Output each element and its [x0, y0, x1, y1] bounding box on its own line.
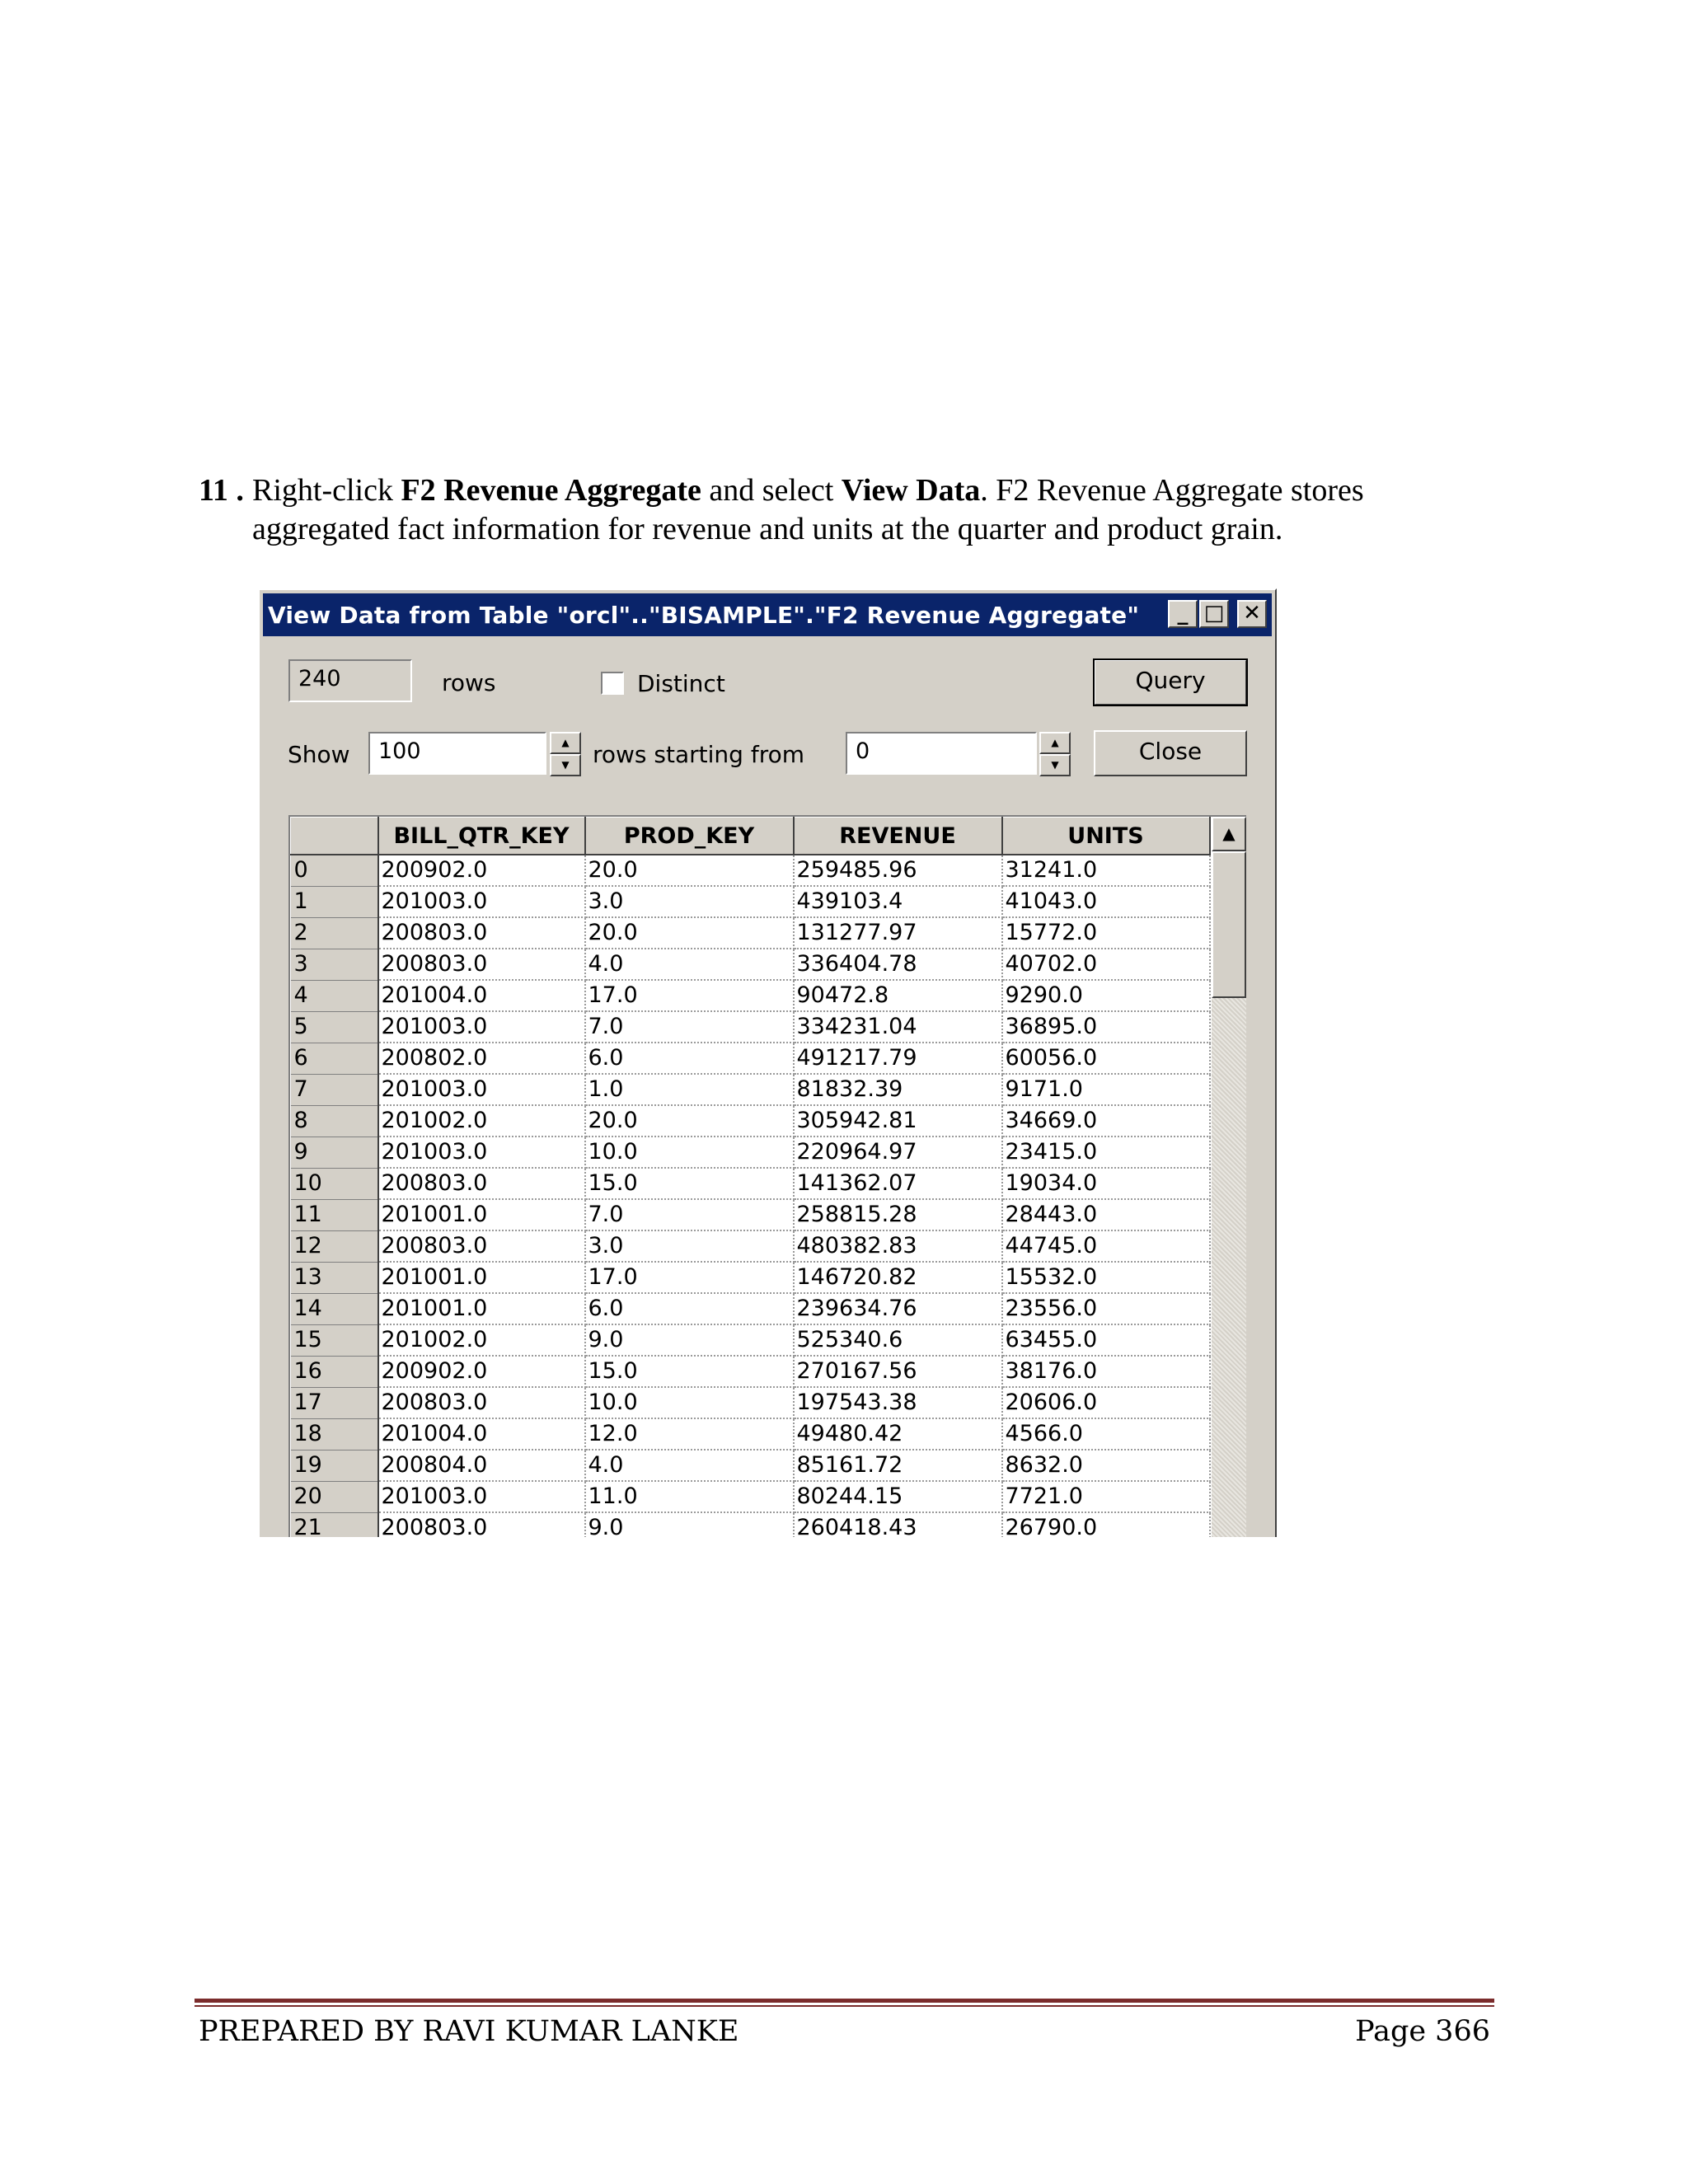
- table-cell[interactable]: 259485.96: [794, 855, 1002, 886]
- spin-down-icon[interactable]: ▼: [1039, 754, 1071, 776]
- table-row[interactable]: [291, 949, 1210, 980]
- scroll-up-icon[interactable]: ▲: [1212, 817, 1246, 851]
- dialog-title: View Data from Table "orcl".."BISAMPLE"."F2 Revenue Aggregate": [268, 602, 1140, 629]
- table-cell[interactable]: 1.0: [585, 1074, 794, 1105]
- table-row[interactable]: [291, 1481, 1210, 1512]
- table-cell[interactable]: 200803.0: [378, 1230, 585, 1262]
- table-cell[interactable]: 201004.0: [378, 980, 585, 1011]
- row-index: 8: [291, 1105, 378, 1137]
- table-cell[interactable]: 10.0: [585, 1137, 794, 1168]
- row-index: 11: [291, 1199, 378, 1230]
- footer-rule: [195, 1999, 1494, 2003]
- table-row[interactable]: [291, 1137, 1210, 1168]
- vertical-scrollbar[interactable]: [1212, 817, 1246, 1537]
- step-text-part: Right-click: [252, 473, 401, 508]
- table-cell[interactable]: 131277.97: [794, 917, 1002, 949]
- table-cell[interactable]: 63455.0: [1002, 1324, 1210, 1356]
- table-cell[interactable]: 439103.4: [794, 886, 1002, 917]
- table-cell[interactable]: 480382.83: [794, 1230, 1002, 1262]
- table-cell[interactable]: 201002.0: [378, 1105, 585, 1137]
- row-count-field: 240: [288, 659, 412, 702]
- table-cell[interactable]: 9.0: [585, 1512, 794, 1537]
- row-index: 7: [291, 1074, 378, 1105]
- table-cell[interactable]: 4.0: [585, 1450, 794, 1481]
- table-cell[interactable]: 34669.0: [1002, 1105, 1210, 1137]
- table-row[interactable]: [291, 1450, 1210, 1481]
- table-cell[interactable]: 3.0: [585, 886, 794, 917]
- table-cell[interactable]: 200803.0: [378, 1512, 585, 1537]
- row-index: 12: [291, 1230, 378, 1262]
- table-cell[interactable]: 23415.0: [1002, 1137, 1210, 1168]
- table-cell[interactable]: 3.0: [585, 1230, 794, 1262]
- column-header[interactable]: BILL_QTR_KEY: [378, 818, 585, 855]
- close-window-button[interactable]: [1237, 600, 1267, 628]
- table-cell[interactable]: 15532.0: [1002, 1262, 1210, 1293]
- table-cell[interactable]: 201003.0: [378, 1481, 585, 1512]
- table-cell[interactable]: 270167.56: [794, 1356, 1002, 1387]
- table-row[interactable]: [291, 1074, 1210, 1105]
- table-row[interactable]: [291, 1324, 1210, 1356]
- table-cell[interactable]: 20.0: [585, 855, 794, 886]
- table-cell[interactable]: 4566.0: [1002, 1418, 1210, 1450]
- table-cell[interactable]: 260418.43: [794, 1512, 1002, 1537]
- step-bold-action: View Data: [841, 473, 981, 508]
- table-cell[interactable]: 200803.0: [378, 1387, 585, 1418]
- table-cell[interactable]: 7.0: [585, 1199, 794, 1230]
- table-cell[interactable]: 12.0: [585, 1418, 794, 1450]
- footer-author: PREPARED BY RAVI KUMAR LANKE: [199, 2015, 739, 2048]
- table-cell[interactable]: 11.0: [585, 1481, 794, 1512]
- table-row[interactable]: [291, 1387, 1210, 1418]
- row-index: 6: [291, 1043, 378, 1074]
- table-cell[interactable]: 141362.07: [794, 1168, 1002, 1199]
- row-index: 0: [291, 855, 378, 886]
- row-index: 2: [291, 917, 378, 949]
- distinct-label[interactable]: Distinct: [637, 670, 725, 697]
- start-row-input[interactable]: 0: [846, 732, 1037, 775]
- table-row[interactable]: [291, 1512, 1210, 1537]
- spin-up-icon[interactable]: ▲: [1039, 732, 1071, 754]
- table-row[interactable]: [291, 917, 1210, 949]
- column-header[interactable]: PROD_KEY: [585, 818, 794, 855]
- row-index: 9: [291, 1137, 378, 1168]
- column-header[interactable]: [291, 818, 378, 855]
- table-row[interactable]: [291, 1105, 1210, 1137]
- table-cell[interactable]: 41043.0: [1002, 886, 1210, 917]
- column-header[interactable]: REVENUE: [794, 818, 1002, 855]
- table-cell[interactable]: 336404.78: [794, 949, 1002, 980]
- table-cell[interactable]: 19034.0: [1002, 1168, 1210, 1199]
- table-cell[interactable]: 49480.42: [794, 1418, 1002, 1450]
- table-cell[interactable]: 201001.0: [378, 1293, 585, 1324]
- table-cell[interactable]: 9290.0: [1002, 980, 1210, 1011]
- footer-rule-thin: [195, 2005, 1494, 2007]
- row-index: 1: [291, 886, 378, 917]
- table-cell[interactable]: 28443.0: [1002, 1199, 1210, 1230]
- table-cell[interactable]: 491217.79: [794, 1043, 1002, 1074]
- scroll-thumb[interactable]: [1212, 851, 1246, 998]
- query-button[interactable]: Query: [1094, 659, 1247, 705]
- table-cell[interactable]: 8632.0: [1002, 1450, 1210, 1481]
- data-table: [290, 817, 1211, 1537]
- table-cell[interactable]: 85161.72: [794, 1450, 1002, 1481]
- table-cell[interactable]: 146720.82: [794, 1262, 1002, 1293]
- rows-label: rows: [442, 669, 496, 696]
- table-row[interactable]: [291, 1262, 1210, 1293]
- table-cell[interactable]: 200902.0: [378, 1356, 585, 1387]
- table-cell[interactable]: 200803.0: [378, 1168, 585, 1199]
- row-index: 5: [291, 1011, 378, 1043]
- table-cell[interactable]: 201004.0: [378, 1418, 585, 1450]
- table-cell[interactable]: 20606.0: [1002, 1387, 1210, 1418]
- table-cell[interactable]: 20.0: [585, 1105, 794, 1137]
- table-cell[interactable]: 40702.0: [1002, 949, 1210, 980]
- table-cell[interactable]: 26790.0: [1002, 1512, 1210, 1537]
- table-cell[interactable]: 201003.0: [378, 1074, 585, 1105]
- row-index: 18: [291, 1418, 378, 1450]
- start-row-spinner[interactable]: [1039, 732, 1071, 776]
- table-cell[interactable]: 7.0: [585, 1011, 794, 1043]
- table-cell[interactable]: 20.0: [585, 917, 794, 949]
- step-number: 11 .: [199, 473, 244, 508]
- table-cell[interactable]: 44745.0: [1002, 1230, 1210, 1262]
- table-cell[interactable]: 200804.0: [378, 1450, 585, 1481]
- table-cell[interactable]: 36895.0: [1002, 1011, 1210, 1043]
- row-index: 13: [291, 1262, 378, 1293]
- table-row[interactable]: [291, 1199, 1210, 1230]
- table-cell[interactable]: 201003.0: [378, 886, 585, 917]
- table-row[interactable]: [291, 1168, 1210, 1199]
- table-cell[interactable]: 239634.76: [794, 1293, 1002, 1324]
- table-cell[interactable]: 17.0: [585, 980, 794, 1011]
- table-cell[interactable]: 15.0: [585, 1356, 794, 1387]
- step-text-part: and select: [701, 473, 842, 508]
- page-number: Page 366: [1355, 2015, 1490, 2048]
- table-cell[interactable]: 4.0: [585, 949, 794, 980]
- table-cell[interactable]: 525340.6: [794, 1324, 1002, 1356]
- row-index: 10: [291, 1168, 378, 1199]
- table-cell[interactable]: 60056.0: [1002, 1043, 1210, 1074]
- table-cell[interactable]: 38176.0: [1002, 1356, 1210, 1387]
- maximize-icon: □: [1203, 601, 1225, 626]
- table-cell[interactable]: 15772.0: [1002, 917, 1210, 949]
- step-bold-table: F2 Revenue Aggregate: [401, 473, 701, 508]
- table-cell[interactable]: 10.0: [585, 1387, 794, 1418]
- header-row: [291, 818, 1210, 855]
- close-icon: ✕: [1243, 601, 1261, 626]
- table-row[interactable]: [291, 886, 1210, 917]
- table-cell[interactable]: 197543.38: [794, 1387, 1002, 1418]
- maximize-button[interactable]: [1199, 600, 1229, 628]
- table-cell[interactable]: 220964.97: [794, 1137, 1002, 1168]
- step-text-part: . F2 Revenue Aggregate stores aggregated fact information for revenue and units at the quarter and product grain.: [252, 473, 1364, 546]
- table-cell[interactable]: 15.0: [585, 1168, 794, 1199]
- table-cell[interactable]: 305942.81: [794, 1105, 1002, 1137]
- step-text: [252, 471, 1489, 549]
- table-row[interactable]: [291, 1230, 1210, 1262]
- table-cell[interactable]: 6.0: [585, 1293, 794, 1324]
- table-cell[interactable]: 17.0: [585, 1262, 794, 1293]
- minimize-button[interactable]: [1168, 600, 1198, 628]
- table-cell[interactable]: 9.0: [585, 1324, 794, 1356]
- table-cell[interactable]: 9171.0: [1002, 1074, 1210, 1105]
- table-cell[interactable]: 81832.39: [794, 1074, 1002, 1105]
- table-cell[interactable]: 23556.0: [1002, 1293, 1210, 1324]
- table-cell[interactable]: 200802.0: [378, 1043, 585, 1074]
- starting-label: rows starting from: [593, 741, 804, 768]
- table-row[interactable]: [291, 980, 1210, 1011]
- view-data-dialog: [258, 588, 1277, 1537]
- spin-up-icon[interactable]: ▲: [550, 732, 581, 754]
- table-row[interactable]: [291, 1011, 1210, 1043]
- row-index: 16: [291, 1356, 378, 1387]
- data-grid: [288, 815, 1246, 1537]
- show-rows-spinner[interactable]: [550, 732, 581, 776]
- table-cell[interactable]: 201001.0: [378, 1199, 585, 1230]
- table-cell[interactable]: 6.0: [585, 1043, 794, 1074]
- dialog-titlebar[interactable]: [263, 593, 1272, 636]
- row-index: 4: [291, 980, 378, 1011]
- table-cell[interactable]: 258815.28: [794, 1199, 1002, 1230]
- table-cell[interactable]: 7721.0: [1002, 1481, 1210, 1512]
- table-cell[interactable]: 201003.0: [378, 1137, 585, 1168]
- table-row[interactable]: [291, 1356, 1210, 1387]
- column-header[interactable]: UNITS: [1002, 818, 1210, 855]
- table-cell[interactable]: 31241.0: [1002, 855, 1210, 886]
- close-button[interactable]: Close: [1094, 730, 1247, 776]
- table-row[interactable]: [291, 855, 1210, 886]
- table-cell[interactable]: 334231.04: [794, 1011, 1002, 1043]
- row-index: 19: [291, 1450, 378, 1481]
- table-cell[interactable]: 201001.0: [378, 1262, 585, 1293]
- table-cell[interactable]: 200902.0: [378, 855, 585, 886]
- row-index: 15: [291, 1324, 378, 1356]
- row-index: 17: [291, 1387, 378, 1418]
- table-cell[interactable]: 200803.0: [378, 949, 585, 980]
- show-rows-input[interactable]: 100: [368, 732, 546, 775]
- row-index: 21: [291, 1512, 378, 1537]
- show-label: Show: [288, 741, 350, 768]
- table-row[interactable]: [291, 1418, 1210, 1450]
- spin-down-icon[interactable]: ▼: [550, 754, 581, 776]
- table-cell[interactable]: 201002.0: [378, 1324, 585, 1356]
- distinct-checkbox[interactable]: [601, 672, 624, 695]
- table-cell[interactable]: 201003.0: [378, 1011, 585, 1043]
- row-index: 3: [291, 949, 378, 980]
- table-cell[interactable]: 200803.0: [378, 917, 585, 949]
- table-cell[interactable]: 80244.15: [794, 1481, 1002, 1512]
- table-row[interactable]: [291, 1043, 1210, 1074]
- table-cell[interactable]: 90472.8: [794, 980, 1002, 1011]
- table-row[interactable]: [291, 1293, 1210, 1324]
- minimize-icon: _: [1177, 601, 1189, 626]
- row-index: 14: [291, 1293, 378, 1324]
- row-index: 20: [291, 1481, 378, 1512]
